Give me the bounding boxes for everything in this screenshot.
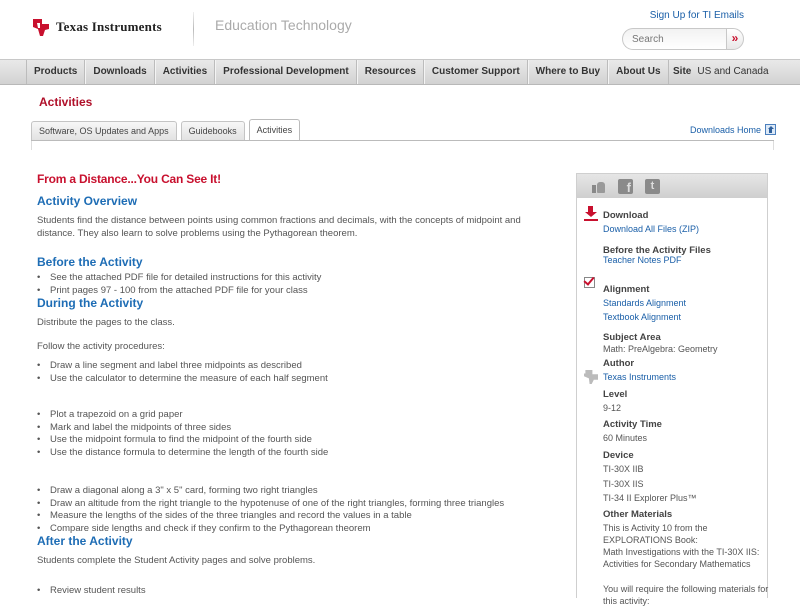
site-selector[interactable]	[673, 60, 769, 84]
list-item: • Draw a line segment and label three midpoints as described	[37, 360, 557, 373]
nav-item-about-us[interactable]: About Us	[608, 60, 668, 84]
during-follow: Follow the activity procedures:	[37, 341, 165, 352]
other-materials-line: EXPLORATIONS Book:	[603, 535, 698, 545]
textbook-alignment-link[interactable]: Textbook Alignment	[603, 312, 682, 322]
overview-text-line-2: distance. They also learn to solve problems using the Pythagorean theorem.	[37, 228, 358, 239]
time-value: 60 Minutes	[603, 433, 648, 443]
device-item: TI-34 II Explorer Plus™	[603, 493, 697, 503]
list-item: • Compare side lengths and check if they confirm to the Pythagorean theorem	[37, 523, 557, 536]
list-item: • Mark and label the midpoints of three sides	[37, 422, 557, 435]
search-input[interactable]	[622, 28, 726, 50]
like-icon[interactable]	[591, 179, 606, 194]
downloads-home-label: Downloads Home	[690, 124, 762, 135]
device-heading: Device	[603, 450, 634, 461]
procedure-list-2	[37, 409, 557, 459]
site-label: Site	[673, 66, 692, 77]
level-heading: Level	[603, 389, 628, 400]
during-intro: Distribute the pages to the class.	[37, 317, 175, 328]
tab-software[interactable]: Software, OS Updates and Apps	[31, 121, 177, 140]
tab-guidebooks[interactable]: Guidebooks	[181, 121, 245, 140]
main-nav	[0, 59, 800, 85]
nav-list	[26, 60, 669, 84]
during-heading: During the Activity	[37, 296, 144, 310]
after-heading: After the Activity	[37, 534, 133, 548]
author-link[interactable]: Texas Instruments	[603, 372, 677, 382]
other-materials-line: You will require the following materials for	[603, 584, 769, 594]
subject-heading: Subject Area	[603, 332, 661, 343]
download-all-link[interactable]: Download All Files (ZIP)	[603, 224, 700, 234]
nav-item-activities[interactable]: Activities	[155, 60, 215, 84]
ti-logo[interactable]	[30, 16, 162, 38]
nav-item-where-to-buy[interactable]: Where to Buy	[528, 60, 608, 84]
overview-text-line-1: Students find the distance between points using common fractions and decimals, with the concepts of midpoint and	[37, 215, 521, 226]
brand-name: Texas Instruments	[56, 19, 162, 34]
time-heading: Activity Time	[603, 419, 662, 430]
list-item: • Draw a diagonal along a 3" x 5" card, forming two right triangles	[37, 485, 557, 498]
device-item: TI-30X IIS	[603, 479, 644, 489]
home-icon	[765, 124, 776, 135]
list-item: • Print pages 97 - 100 from the attached PDF file for your class	[37, 285, 557, 298]
tab-activities[interactable]: Activities	[249, 119, 301, 140]
before-heading: Before the Activity	[37, 255, 143, 269]
signup-link[interactable]: Sign Up for TI Emails	[649, 10, 744, 21]
nav-item-professional-development[interactable]: Professional Development	[215, 60, 357, 84]
nav-item-customer-support[interactable]: Customer Support	[424, 60, 528, 84]
ti-author-icon	[584, 370, 598, 384]
activity-title: From a Distance...You Can See It!	[37, 172, 221, 186]
alignment-heading: Alignment	[603, 284, 650, 295]
header-divider	[193, 12, 194, 46]
before-list	[37, 272, 557, 297]
list-item: • See the attached PDF file for detailed instructions for this activity	[37, 272, 557, 285]
procedure-list-1	[37, 360, 557, 385]
page-title: Activities	[39, 95, 93, 109]
other-materials-line: this activity:	[603, 596, 650, 606]
list-item: • Review student results	[37, 585, 557, 598]
activity-sidebar	[576, 173, 769, 606]
site-header	[0, 0, 800, 58]
level-value: 9-12	[603, 403, 622, 413]
standards-alignment-link[interactable]: Standards Alignment	[603, 298, 687, 308]
list-item: • Plot a trapezoid on a grid paper	[37, 409, 557, 422]
after-text: Students complete the Student Activity pages and solve problems.	[37, 555, 316, 566]
site-value: US and Canada	[697, 66, 769, 77]
panel-edge-left	[31, 141, 32, 150]
after-list	[37, 585, 557, 598]
device-item: TI-30X IIB	[603, 464, 644, 474]
list-item: • Measure the lengths of the sides of the three triangles and record the values in a table	[37, 510, 557, 523]
nav-item-products[interactable]: Products	[26, 60, 85, 84]
procedure-list-3	[37, 485, 557, 535]
other-materials-line: Activities for Secondary Mathematics	[603, 559, 751, 569]
twitter-icon[interactable]: t	[645, 179, 660, 194]
download-heading: Download	[603, 210, 649, 221]
list-item: • Draw an altitude from the right triangle to the hypotenuse of one of the right triangles, forming three triangles	[37, 498, 557, 511]
other-materials-heading: Other Materials	[603, 509, 673, 520]
search-button[interactable]: »	[726, 28, 744, 50]
tab-underline	[31, 140, 774, 141]
overview-heading: Activity Overview	[37, 194, 138, 208]
share-bar	[577, 174, 767, 198]
tab-bar	[31, 119, 300, 140]
before-files-heading: Before the Activity Files	[603, 245, 711, 256]
panel-edge-right	[773, 141, 774, 150]
author-heading: Author	[603, 358, 635, 369]
list-item: • Use the midpoint formula to find the midpoint of the fourth side	[37, 434, 557, 447]
teacher-notes-link[interactable]: Teacher Notes PDF	[603, 255, 682, 265]
downloads-home-link[interactable]	[690, 124, 776, 135]
nav-item-resources[interactable]: Resources	[357, 60, 424, 84]
section-title: Education Technology	[215, 17, 352, 33]
sidebar-body	[577, 198, 769, 606]
subject-value: Math: PreAlgebra: Geometry	[603, 344, 718, 354]
ti-state-icon	[30, 16, 52, 38]
facebook-icon[interactable]: f	[618, 179, 633, 194]
list-item: • Use the calculator to determine the measure of each half segment	[37, 373, 557, 386]
download-icon	[584, 206, 598, 220]
other-materials-line: Math Investigations with the TI-30X IIS:	[603, 547, 760, 557]
search-box	[622, 28, 744, 50]
nav-item-downloads[interactable]: Downloads	[85, 60, 154, 84]
download-icon-base	[584, 219, 598, 221]
other-materials-line: This is Activity 10 from the	[603, 523, 708, 533]
list-item: • Use the distance formula to determine the length of the fourth side	[37, 447, 557, 460]
